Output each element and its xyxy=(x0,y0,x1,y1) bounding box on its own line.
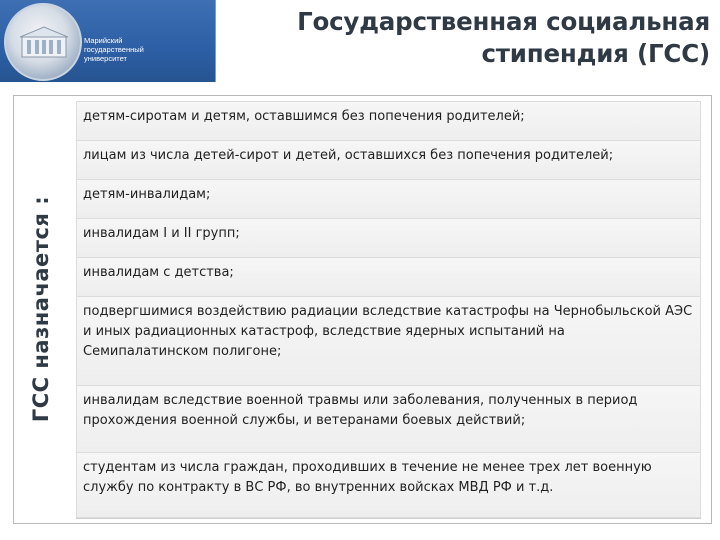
list-item: детям-инвалидам; xyxy=(76,179,701,219)
building-icon xyxy=(20,25,68,59)
side-label-text: ГСС назначается : xyxy=(29,195,53,422)
university-logo xyxy=(4,3,82,81)
list-item: студентам из числа граждан, проходивших в течение не менее трех лет военную службу по контракту в ВС РФ, во внутренних войсках МВД РФ и т.д. xyxy=(76,452,701,518)
university-name: Марийский государственный университет xyxy=(84,36,144,63)
side-label xyxy=(16,95,66,522)
page-title: Государственная социальная стипендия (ГСС) xyxy=(297,7,710,68)
list-item: инвалидам I и II групп; xyxy=(76,218,701,258)
list-item: инвалидам вследствие военной травмы или заболевания, полученных в период прохождения военной службы, и ветеранами боевых действий; xyxy=(76,385,701,453)
header-bar xyxy=(0,0,216,82)
list-item: подвергшимися воздействию радиации вследствие катастрофы на Чернобыльской АЭС и иных радиационных катастроф, вследствие ядерных испытаний на Семипалатинском полигоне; xyxy=(76,296,701,386)
list-item: лицам из числа детей-сирот и детей, оставшихся без попечения родителей; xyxy=(76,140,701,180)
list-item: инвалидам с детства; xyxy=(76,257,701,297)
list-item: детям-сиротам и детям, оставшимся без попечения родителей; xyxy=(76,101,701,141)
